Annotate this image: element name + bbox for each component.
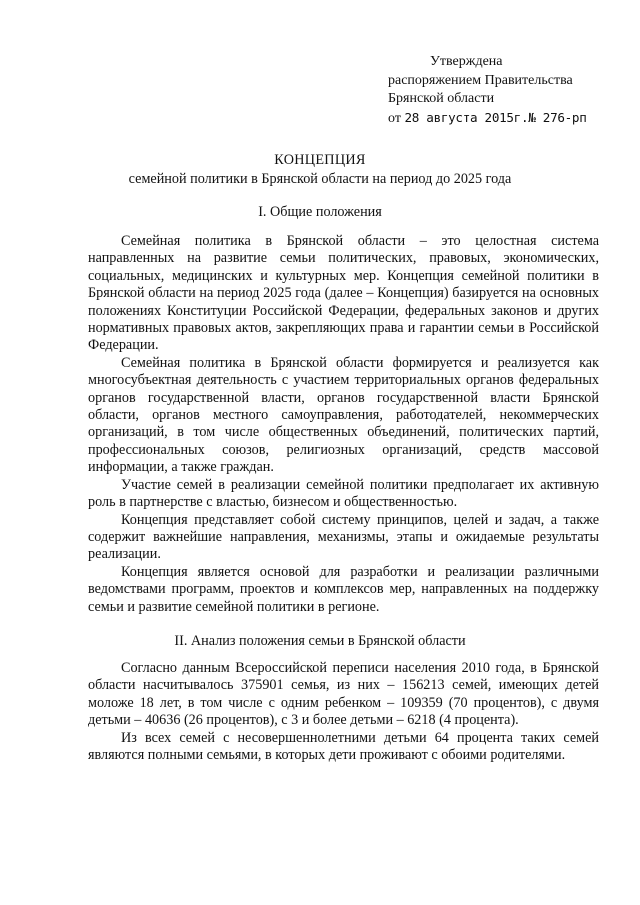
section-1-heading: I. Общие положения <box>258 204 382 220</box>
paragraph: Концепция является основой для разработки и реализации различными ведомствами программ, проектов и комплексов мер, направленных на поддержку семьи и развитие семейной политики в регионе. <box>88 563 599 615</box>
paragraph: Участие семей в реализации семейной политики предполагает их активную роль в партнерстве с властью, бизнесом и общественностью. <box>88 476 599 511</box>
approval-line-2: распоряжением Правительства <box>388 72 573 88</box>
approval-date-stamp: 28 августа 2015г.№ 276-рп <box>404 109 587 125</box>
paragraph: Семейная политика в Брянской области – это целостная система направленных на развитие семьи политических, правовых, экономических, социальных, медицинских и культурных мер. Концепция семейной политики в Брянской области на период 2025 года (далее – Концепция) базируется на основных положениях Конституции Российской Федерации, федеральных законов и других нормативных правовых актов, закрепляющих права и гарантии семьи в Российской Федерации. <box>88 233 599 354</box>
paragraph: Согласно данным Всероссийской переписи населения 2010 года, в Брянской области насчитывалось 375901 семья, из них – 156213 семей, имеющих детей моложе 18 лет, в том числе с одним ребенком – 109359 (70 процентов), с двумя детьми – 40636 (26 процентов), с 3 и более детьми – 6218 (4 процента). <box>88 660 599 729</box>
approval-line-3: Брянской области <box>388 91 495 106</box>
document-subtitle: семейной политики в Брянской области на период до 2025 года <box>128 171 512 187</box>
section-2-heading: II. Анализ положения семьи в Брянской области <box>174 633 466 649</box>
approval-line-4 <box>388 109 628 129</box>
section-1-body <box>88 233 599 616</box>
approval-line-1: Утверждена <box>430 54 503 69</box>
paragraph: Концепция представляет собой систему принципов, целей и задач, а также содержит важнейшие направления, механизмы, этапы и ожидаемые результаты реализации. <box>88 511 599 563</box>
paragraph: Семейная политика в Брянской области формируется и реализуется как многосубъектная деятельность с участием территориальных органов федеральных органов государственной власти, органов государственной власти Брянской области, органов местного самоуправления, работодателей, некоммерческих организаций, в том числе общественных объединений, политических партий, профессиональных союзов, религиозных организаций, средств массовой информации, а также граждан. <box>88 354 599 476</box>
section-2-body <box>88 660 599 764</box>
approval-date-prefix: от <box>388 110 405 126</box>
approval-block <box>388 53 628 128</box>
document-title: КОНЦЕПЦИЯ <box>274 152 366 168</box>
paragraph: Из всех семей с несовершеннолетними детьми 64 процента таких семей являются полными семьями, в которых дети проживают с обоими родителями. <box>88 729 599 764</box>
